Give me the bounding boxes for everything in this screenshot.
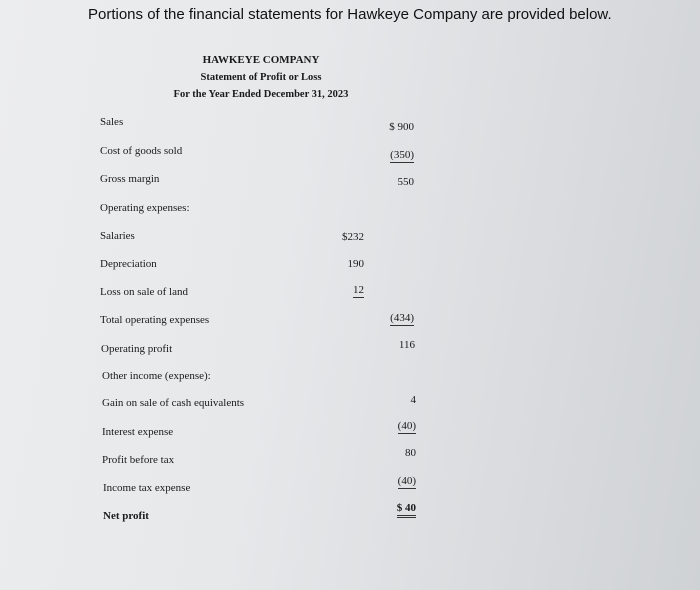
label-sales: Sales [100,116,124,128]
value-cost-of-goods-sold: (350) [390,149,414,161]
statement-title: Statement of Profit or Loss [200,72,322,83]
label-salaries: Salaries [100,230,135,242]
label-operating-expenses: Operating expenses: [100,202,190,214]
statement-period: For the Year Ended December 31, 2023 [173,89,349,100]
value-gain-on-sale-of-cash-equivalents: 4 [410,394,416,406]
label-cost-of-goods-sold: Cost of goods sold [100,145,183,157]
value-interest-expense: (40) [397,420,416,432]
label-depreciation: Depreciation [100,258,157,270]
label-profit-before-tax: Profit before tax [102,454,175,466]
label-other-income: Other income (expense): [102,370,211,382]
label-total-operating-expenses: Total operating expenses [100,314,210,326]
value-sales: $ 900 [389,121,414,133]
label-net-profit: Net profit [103,510,149,522]
label-loss-on-sale-of-land: Loss on sale of land [100,286,188,298]
label-income-tax-expense: Income tax expense [103,482,191,494]
value-gross-margin: 550 [397,176,414,188]
label-operating-profit: Operating profit [101,343,173,355]
company-name: HAWKEYE COMPANY [202,54,320,66]
value-depreciation: 190 [347,258,364,270]
value-income-tax-expense: (40) [397,475,416,487]
value-net-profit: $ 40 [397,502,416,518]
value-loss-on-sale-of-land: 12 [353,284,364,296]
value-total-operating-expenses: (434) [390,312,414,324]
label-interest-expense: Interest expense [102,426,174,438]
value-operating-profit: 116 [398,339,415,351]
label-gross-margin: Gross margin [100,173,160,185]
value-profit-before-tax: 80 [405,447,416,459]
label-gain-on-sale-of-cash-equivalents: Gain on sale of cash equivalents [102,397,245,409]
value-salaries: $232 [342,231,364,243]
intro-text: Portions of the financial statements for Hawkeye Company are provided below. [88,6,612,23]
